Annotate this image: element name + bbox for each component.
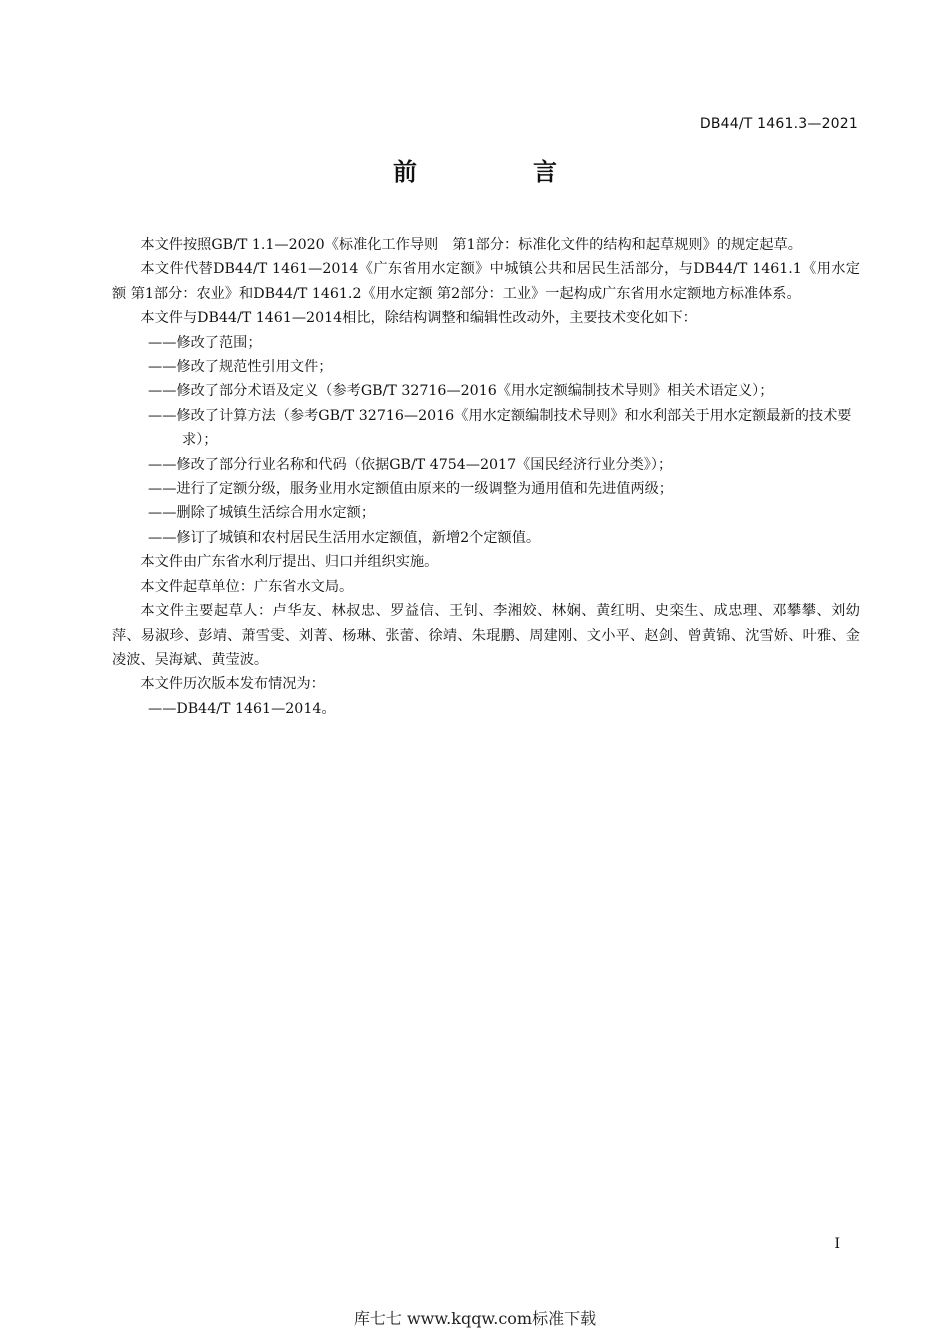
change-item: ——修改了部分术语及定义（参考GB/T 32716—2016《用水定额编制技术导则》相关术语定义）； [148,383,774,400]
document-code: DB44/T 1461.3—2021 [699,116,858,132]
paragraph-history-intro: 本文件历次版本发布情况为： [140,676,325,693]
paragraph-drafting-unit: 本文件起草单位：广东省水文局。 [140,578,354,595]
change-item: ——修改了计算方法（参考GB/T 32716—2016《用水定额编制技术导则》和水利部关于用水定额最新的技术要求）； [148,407,852,449]
site-watermark: 库七七 www.kqqw.com标准下载 [353,1309,597,1328]
history-item: ——DB44/T 1461—2014。 [148,700,336,717]
paragraph-drafting-rules: 本文件按照GB/T 1.1—2020《标准化工作导则 第1部分：标准化文件的结构和起草规则》的规定起草。 [140,237,802,253]
paragraph-proposer: 本文件由广东省水利厅提出、归口并组织实施。 [140,554,439,571]
page-number: I [834,1236,840,1252]
paragraph-replacement: 本文件代替DB44/T 1461—2014《广东省用水定额》中城镇公共和居民生活部分，与DB44/T 1461.1《用水定额 第1部分：农业》和DB44/T 1461.2《用水定额 第2部分：工业》一起构成广东省用水定额地方标准体系。 [112,261,860,302]
paragraph-drafters: 本文件主要起草人：卢华友、林叔忠、罗益信、王钊、李湘姣、林娴、黄红明、史栾生、成忠理、邓攀攀、刘幼萍、易淑珍、彭靖、萧雪雯、刘菁、杨琳、张蕾、徐靖、朱琨鹏、周建刚、文小平、赵剑、曾黄锦、沈雪娇、叶雅、金凌波、吴海斌、黄莹波。 [112,603,860,668]
page-title: 前 言 [393,158,603,186]
change-item: ——删除了城镇生活综合用水定额； [148,505,376,522]
change-item: ——进行了定额分级，服务业用水定额值由原来的一级调整为通用值和先进值两级； [148,481,673,498]
paragraph-changes-intro: 本文件与DB44/T 1461—2014相比，除结构调整和编辑性改动外，主要技术变化如下： [140,310,697,327]
change-item: ——修改了范围； [148,334,262,351]
foreword-body [112,233,860,721]
change-item: ——修改了部分行业名称和代码（依据GB/T 4754—2017《国民经济行业分类》）； [148,456,673,473]
change-item: ——修订了城镇和农村居民生活用水定额值，新增2个定额值。 [148,529,541,546]
change-item: ——修改了规范性引用文件； [148,359,333,376]
